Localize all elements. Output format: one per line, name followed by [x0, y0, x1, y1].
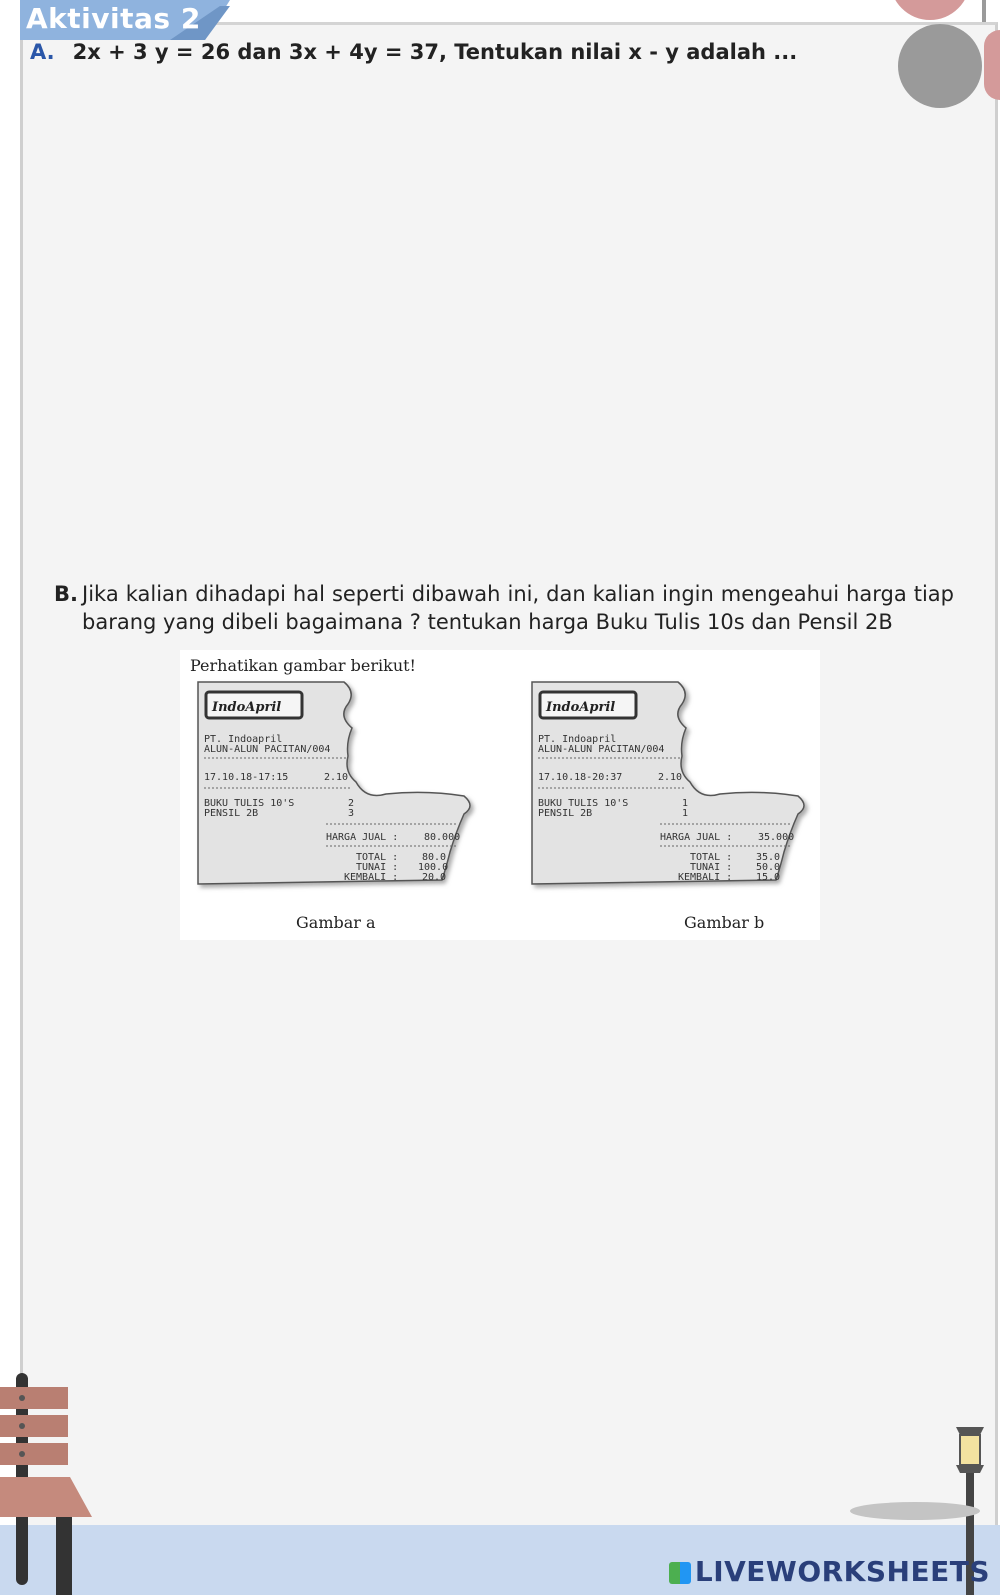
receipt-a-datetime: 17.10.18-17:15	[204, 772, 289, 783]
receipt-b-code: 2.10	[658, 772, 683, 783]
receipt-b	[532, 682, 804, 884]
receipt-a-code: 2.10	[324, 772, 349, 783]
question-b	[54, 580, 954, 636]
receipt-a-kembali-label: KEMBALI :	[344, 872, 399, 883]
receipt-a-qty2: 3	[348, 808, 355, 819]
receipt-a-kembali: 20.0	[422, 872, 447, 883]
receipt-b-tunai-label: TUNAI :	[690, 862, 733, 873]
receipt-a-item2: PENSIL 2B	[204, 808, 259, 819]
receipt-figure	[180, 650, 820, 940]
receipt-b-harga-label: HARGA JUAL :	[660, 832, 733, 843]
receipt-b-company: PT. Indoapril	[538, 734, 617, 745]
receipt-a-company: PT. Indoapril	[204, 734, 283, 745]
lamp-shadow	[850, 1502, 980, 1520]
receipts-illustration	[180, 650, 820, 940]
receipt-b-kembali-label: KEMBALI :	[678, 872, 733, 883]
receipt-a-total-label: TOTAL :	[356, 852, 399, 863]
receipt-a-harga-label: HARGA JUAL :	[326, 832, 399, 843]
receipt-a-tunai-label: TUNAI :	[356, 862, 399, 873]
question-a-letter: A.	[30, 40, 55, 64]
question-a-text: 2x + 3 y = 26 dan 3x + 4y = 37, Tentukan nilai x - y adalah ...	[72, 40, 798, 64]
question-b-text: Jika kalian dihadapi hal seperti dibawah ini, dan kalian ingin mengeahui harga tiap barang yang dibeli bagaimana ? tentukan harga Buku Tulis 10s dan Pensil 2B	[82, 582, 954, 634]
figure-caption: Perhatikan gambar berikut!	[190, 656, 416, 675]
decorative-circle-gray	[898, 24, 982, 108]
receipt-b-total-label: TOTAL :	[690, 852, 733, 863]
receipt-b-label: Gambar b	[684, 913, 765, 932]
receipt-b-brand: IndoApril	[546, 700, 616, 715]
receipt-a-harga: 80.000	[424, 832, 461, 843]
receipt-b-datetime: 17.10.18-20:37	[538, 772, 623, 783]
liveworksheets-logo-icon	[669, 1562, 691, 1584]
receipt-b-harga: 35.000	[758, 832, 795, 843]
bench-illustration	[0, 1355, 100, 1595]
receipt-b-qty1: 1	[682, 798, 689, 809]
question-a	[30, 40, 797, 64]
liveworksheets-logo-text: LIVEWORKSHEETS	[694, 1555, 990, 1588]
receipt-a-address: ALUN-ALUN PACITAN/004	[204, 744, 331, 755]
question-b-letter: B.	[54, 582, 78, 606]
decorative-bar-gray	[982, 0, 986, 22]
receipt-b-item2: PENSIL 2B	[538, 808, 593, 819]
receipt-a-total: 80.0	[422, 852, 447, 863]
receipt-a-tunai: 100.0	[418, 862, 449, 873]
receipt-b-address: ALUN-ALUN PACITAN/004	[538, 744, 665, 755]
receipt-b-total: 35.0	[756, 852, 781, 863]
liveworksheets-logo	[669, 1555, 990, 1588]
receipt-a	[198, 682, 470, 884]
receipt-b-tunai: 50.0	[756, 862, 781, 873]
receipt-a-label: Gambar a	[296, 913, 376, 932]
decorative-arc-pink	[984, 30, 1000, 100]
receipt-a-item1: BUKU TULIS 10'S	[204, 798, 295, 809]
receipt-b-item1: BUKU TULIS 10'S	[538, 798, 629, 809]
receipt-b-qty2: 1	[682, 808, 689, 819]
decorative-circle-pink	[890, 0, 970, 20]
page-title: Aktivitas 2	[26, 2, 201, 35]
receipt-a-brand: IndoApril	[212, 700, 282, 715]
receipt-b-kembali: 15.0	[756, 872, 781, 883]
receipt-a-qty1: 2	[348, 798, 355, 809]
